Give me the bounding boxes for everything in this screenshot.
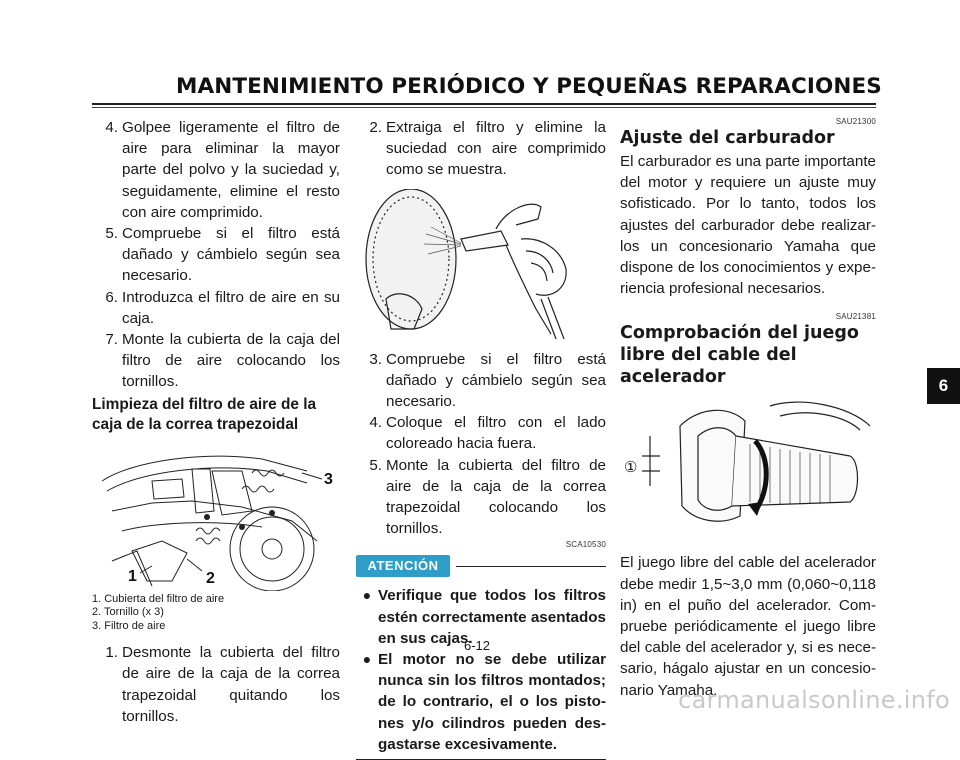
section-code-2: SAU21381 xyxy=(835,312,876,322)
section-code-1: SAU21300 xyxy=(835,117,876,126)
mid-step-list-2 xyxy=(356,349,606,540)
page-number: 6-12 xyxy=(464,638,491,653)
step-text: Extraiga el filtro y elimine la suciedad con aire comprimido como se muestra. xyxy=(386,119,606,179)
title-rule-thin xyxy=(92,107,876,108)
step-number: 7. xyxy=(105,331,118,349)
bullet-icon: ● xyxy=(362,651,372,668)
caption-line: 3. Filtro de aire xyxy=(92,619,166,632)
step-number: 5. xyxy=(369,456,382,474)
step-number: 2. xyxy=(369,119,382,136)
compressed-air-figure xyxy=(356,189,606,339)
vbelt-case-illustration xyxy=(92,441,340,591)
title-rule xyxy=(92,103,876,105)
step-item xyxy=(356,412,606,454)
chapter-tab: 6 xyxy=(927,368,960,404)
step-item xyxy=(92,287,340,329)
section-title-carburetor: Ajuste del carburador xyxy=(620,128,835,148)
step-item xyxy=(92,329,340,393)
step-number: 5. xyxy=(105,225,118,243)
callout-1: 1 xyxy=(128,567,137,585)
caution-text: El motor no se debe utilizar nunca sin los filtros montados; de lo contrario, el o los pistones y/o cilindros pueden desgastarse excesivamente. xyxy=(378,651,606,753)
step-text: Desmonte la cubierta del filtro de aire de la caja de la correa trapezoidal quitando los tornillos. xyxy=(122,644,340,725)
caution-list xyxy=(356,585,606,755)
caution-item xyxy=(356,649,606,755)
step-item xyxy=(92,642,340,727)
caution-text: Verifique que todos los filtros estén correctamente asentados en sus cajas. xyxy=(378,587,606,647)
step-text: Introduzca el filtro de aire en su caja. xyxy=(122,288,340,327)
step-item xyxy=(356,455,606,540)
step-text: Compruebe si el filtro está dañado y cámbielo según sea necesario. xyxy=(386,350,606,411)
step-number: 3. xyxy=(369,350,382,368)
section-title-throttle-cable: Comprobación del juego libre del cable del acelerador xyxy=(620,323,859,388)
screw-dot xyxy=(239,524,245,530)
step-text: Compruebe si el filtro está dañado y cámbielo según sea necesario. xyxy=(122,225,340,285)
caution-rule xyxy=(456,566,606,567)
bullet-icon: ● xyxy=(362,587,372,604)
middle-column xyxy=(356,117,606,760)
throttle-grip-illustration xyxy=(620,396,876,546)
step-text: Coloque el filtro con el lado coloreado hacia fuera. xyxy=(386,414,606,453)
step-number: 4. xyxy=(369,414,382,432)
figure-captions xyxy=(92,593,340,634)
step-item xyxy=(356,349,606,413)
compressed-air-illustration xyxy=(356,189,606,339)
subheading-vbelt-filter: Limpieza del filtro de aire de la caja de la correa trapezoidal xyxy=(92,395,317,433)
screw-dot xyxy=(204,514,210,520)
step-item xyxy=(92,223,340,287)
caution-header xyxy=(356,555,606,579)
left-column xyxy=(92,117,340,727)
step-item xyxy=(92,117,340,223)
watermark: carmanualsonline.info xyxy=(678,686,950,714)
step-number: 1. xyxy=(105,644,118,662)
step-text: Monte la cubierta de la caja del filtro de aire colocando los tornillos. xyxy=(122,331,340,391)
step-text: Golpee ligeramente el filtro de aire para eliminar la mayor parte del polvo y la suciedad y, seguidamente, elimine el resto con aire comprimido. xyxy=(122,119,340,221)
callout-2: 2 xyxy=(206,569,215,587)
mid-step-list xyxy=(356,117,606,181)
caption-line: 1. Cubierta del filtro de aire xyxy=(92,592,225,605)
step-item xyxy=(356,117,606,181)
caution-badge: ATENCIÓN xyxy=(356,555,450,577)
vbelt-case-figure xyxy=(92,441,340,591)
caution-code: SCA10530 xyxy=(565,540,606,550)
left-step-list-2 xyxy=(92,642,340,727)
page-title: MANTENIMIENTO PERIÓDICO Y PEQUEÑAS REPARACIONES xyxy=(176,74,882,99)
callout-1: ① xyxy=(624,459,638,477)
step-number: 4. xyxy=(105,119,118,136)
screw-dot xyxy=(269,510,275,516)
left-step-list xyxy=(92,117,340,393)
step-number: 6. xyxy=(105,288,118,306)
caption-line: 2. Tornillo (x 3) xyxy=(92,606,164,619)
right-column xyxy=(620,117,876,701)
throttle-grip-figure xyxy=(620,396,876,546)
carburetor-paragraph: El carburador es una parte importante del motor y requiere un ajuste muy sofisticado. Por lo tanto, todos los ajustes del carburador debe realizarlos un concesionario Yamaha que dispone de los conocimientos y experiencia profesional necesarios. xyxy=(620,153,876,298)
callout-3: 3 xyxy=(324,470,333,488)
throttle-cable-paragraph: El juego libre del cable del acelerador debe medir 1,5~3,0 mm (0,060~0,118 in) en el puño del acelerador. Compruebe periódicamente el juego libre del cable del acelerador y, si es necesario, hágalo ajustar en un concesionario Yamaha. xyxy=(620,554,876,699)
step-text: Monte la cubierta del filtro de aire de la caja de la correa trapezoidal colocando los tornillos. xyxy=(386,456,606,538)
